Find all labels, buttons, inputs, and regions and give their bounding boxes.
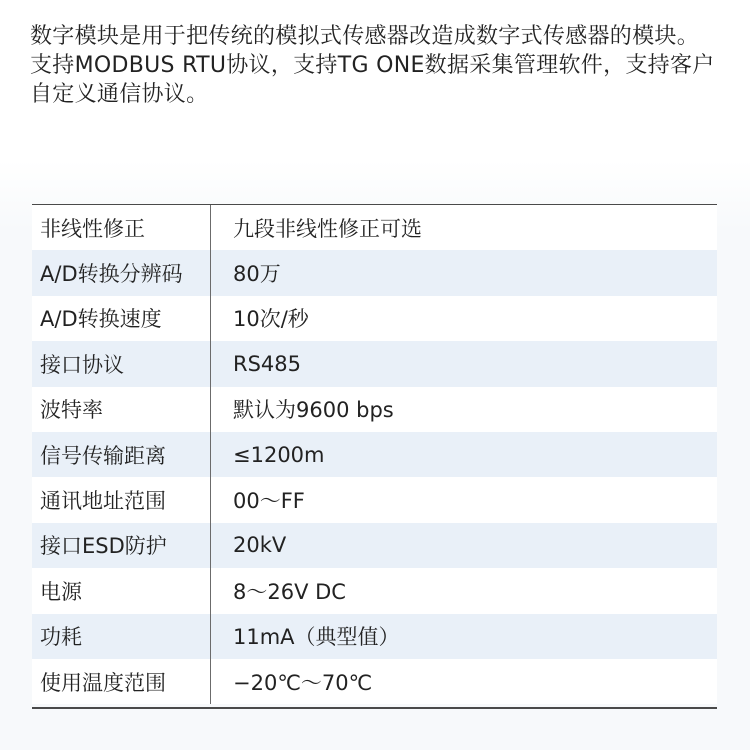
spec-param-cell: A/D转换分辨码 <box>32 250 211 295</box>
spec-param-cell: A/D转换速度 <box>32 296 211 341</box>
spec-param-cell: 波特率 <box>32 387 211 432</box>
spec-param-cell: 电源 <box>32 568 211 613</box>
table-row <box>32 341 717 386</box>
spec-value-cell: −20℃～70℃ <box>233 670 373 695</box>
spec-value-cell: 8～26V DC <box>233 579 346 604</box>
spec-param-cell: 接口ESD防护 <box>32 523 211 568</box>
spec-value-cell: 00～FF <box>233 489 305 514</box>
table-row <box>32 477 717 522</box>
table-row <box>32 614 717 659</box>
table-row <box>32 205 717 250</box>
spec-value-cell: 默认为9600 bps <box>233 398 394 423</box>
table-row <box>32 659 717 704</box>
table-row <box>32 250 717 295</box>
intro-paragraph-protocols: 支持MODBUS RTU协议，支持TG ONE数据采集管理软件，支持客户自定义通信协议。 <box>30 53 715 107</box>
table-row <box>32 568 717 613</box>
intro-paragraph-description: 数字模块是用于把传统的模拟式传感器改造成数字式传感器的模块。 <box>30 24 700 49</box>
intro-text <box>30 22 720 109</box>
spec-param-cell: 功耗 <box>32 614 211 659</box>
spec-param-cell: 接口协议 <box>32 341 211 386</box>
table-row <box>32 296 717 341</box>
table-row <box>32 387 717 432</box>
spec-value-cell: RS485 <box>233 351 302 376</box>
spec-value-cell: ≤1200m <box>233 442 325 467</box>
spec-param-cell: 通讯地址范围 <box>32 477 211 522</box>
spec-value-cell: 11mA（典型值） <box>233 625 400 650</box>
spec-table <box>32 205 717 704</box>
table-row <box>32 432 717 477</box>
spec-value-cell: 九段非线性修正可选 <box>233 216 422 241</box>
spec-value-cell: 10次/秒 <box>233 307 309 332</box>
spec-param-cell: 信号传输距离 <box>32 432 211 477</box>
spec-param-cell: 非线性修正 <box>32 205 211 250</box>
spec-param-cell: 使用温度范围 <box>32 659 211 704</box>
table-row <box>32 523 717 568</box>
table-bottom-rule <box>32 707 717 709</box>
spec-value-cell: 20kV <box>233 533 287 558</box>
spec-value-cell: 80万 <box>233 262 281 287</box>
